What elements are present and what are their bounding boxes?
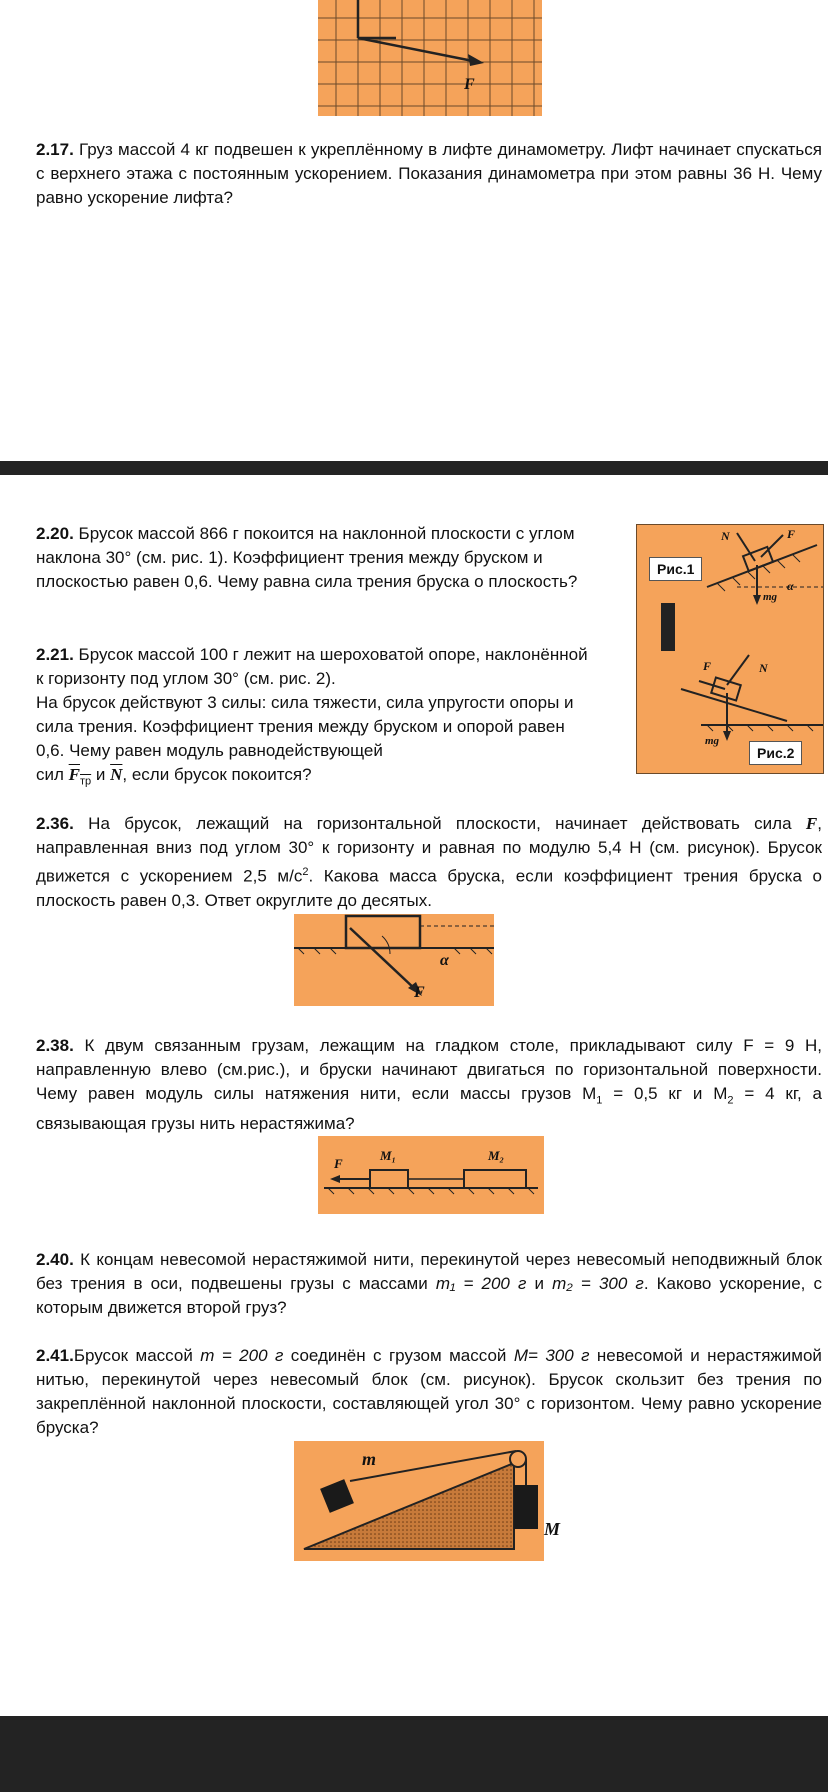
problem-text-2: На брусок действуют 3 силы: сила тяжести, сила упругости опоры и сила трения. Коэффициент трения между бруском и опорой равен 0,6. Чему равен модуль равнодействующей [36,693,574,760]
problem-number: 2.21. [36,645,74,664]
incline-figures [636,524,824,774]
label-ris-1: Рис.1 [649,557,702,581]
problem-2-20 [36,522,596,594]
M-label: M [544,1519,561,1539]
M-value: M= 300 г [513,1346,590,1365]
problem-text: Брусок массой 866 г покоится на наклонной плоскости с углом наклона 30° (см. рис. 1). Коэффициент трения между бруском и плоскостью равен 0,6. Чему равна сила трения бруска о плоскость? [36,524,578,591]
problem-2-41 [36,1344,822,1440]
n-label-1: N [721,529,730,543]
problem-2-40 [36,1248,822,1320]
problem-text-c: = 4 кг, а связывающая грузы нить нерастяжима? [36,1084,823,1134]
problem-number: 2.40. [36,1250,74,1269]
label-ris-2: Рис.2 [749,741,802,765]
text-and: и [534,1274,545,1293]
m-label: m [362,1449,377,1469]
problem-text-b: = 0,5 кг и M [602,1084,728,1103]
m1-value: m₁ = 200 г [435,1274,527,1293]
grid-vector-diagram [318,0,542,116]
m1-label: M₁ [380,1148,397,1163]
friction-force-symbol: $F_{тр}$ [68,765,92,788]
problem-number: 2.20. [36,524,74,543]
mg-label-2: mg [705,735,720,747]
problem-text-c: . Какова масса бруска, если коэффициент трения бруска о плоскость равен 0,3. Ответ округлите до десятых. [36,866,822,910]
problem-number: 2.17. [36,140,74,159]
alpha-label: α [440,952,449,969]
force-symbol: F [805,814,818,833]
problem-text-1: Брусок массой [73,1346,193,1365]
bottom-dark-bar [0,1716,828,1792]
problem-text-a: На брусок, лежащий на горизонтальной плоскости, начинает действовать сила [88,814,792,833]
problem-text-b: . Каково ускорение, с которым движется второй груз? [36,1274,822,1317]
incline-pulley-diagram [294,1441,544,1561]
dark-separator [0,461,828,475]
problem-number: 2.38. [36,1036,74,1055]
problem-text-a: К концам невесомой нерастяжимой нити, перекинутой через невесомый неподвижный блок без трения в оси, подвешены грузы с массами [36,1250,822,1293]
problem-2-21 [36,643,596,793]
force-label: F [464,76,475,93]
problem-text-3: , если брусок покоится? [122,765,312,784]
figure-2-36 [294,914,494,1006]
problem-text-3: невесомой и нерастяжимой нитью, перекинутой через невесомый блок (см. рисунок). Брусок скользит без трения по закреплённой наклонной плоскости, составляющей угол 30° с горизонтом. Чему равно ускорение бруска? [36,1346,822,1437]
problem-text-b: , направленная вниз под углом 30° к горизонту и равная по модулю 5,4 Н (см. рисунок). Брусок движется с ускорением 2,5 м/с [36,814,822,886]
problem-2-36: 2.36. На брусок, лежащий на горизонтальной плоскости, начинает действовать сила F, направленная вниз под углом 30° к горизонту и равная по модулю 5,4 Н (см. рисунок). Брусок движется с ускорением 2,5 $м/с^2$. Какова масса бруска, если коэффициент трения бруска о плоскость равен 0,3. Ответ округлите до десятых. [36,814,822,910]
problem-number: 2.36. [36,814,74,833]
two-blocks-diagram [318,1136,544,1214]
problem-text-1: Брусок массой 100 г лежит на шероховатой опоре, наклонённой к горизонту под углом 30° (см. рис. 2). [36,645,588,688]
figure-2-41 [294,1441,561,1561]
problem-text-a: К двум связанным грузам, лежащим на гладком столе, прикладывают силу F = 9 Н, направленную влево (см.рис.), и бруски начинают двигаться по горизонтальной поверхности. Чему равен модуль силы натяжения нити, если массы грузов M [36,1036,822,1103]
top-grid-figure [318,0,542,116]
problem-text-2: соединён с грузом массой [290,1346,507,1365]
problem-number: 2.41. [36,1346,74,1365]
m2-value: m₂ = 300 г [552,1274,644,1293]
force-label: F [334,1156,343,1171]
problem-text: Груз массой 4 кг подвешен к укреплённому в лифте динамометру. Лифт начинает спускаться с верхнего этажа с постоянным ускорением. Показания динамометра при этом равны 36 Н. Чему равно ускорение лифта? [36,140,822,207]
text-and: и [95,765,106,784]
alpha-label-1: α [787,579,794,593]
problem-2-17 [36,138,822,210]
mg-label-1: mg [763,591,778,603]
horizontal-force-diagram [294,914,494,1006]
m2-label: M₂ [488,1148,505,1163]
text-sil: сил [36,765,64,784]
f-label-1: F [787,527,796,541]
normal-force-symbol: $\overline{N}$ [110,765,123,784]
force-label: F [414,984,425,1001]
m-value: m = 200 г [200,1346,284,1365]
problem-2-38: 2.38. К двум связанным грузам, лежащим на гладком столе, прикладывают силу F = 9 Н, направленную влево (см.рис.), и бруски начинают двигаться по горизонтальной поверхности. Чему равен модуль силы натяжения нити, если массы грузов $M_1 = 0,5$ кг и $M_2 = 4$ кг, а связывающая грузы нить нерастяжима? [36,1036,823,1134]
figure-2-38 [318,1136,544,1214]
n-label-2: N [759,661,768,675]
f-label-2: F [703,659,712,673]
force-vector-arrow [358,38,478,62]
